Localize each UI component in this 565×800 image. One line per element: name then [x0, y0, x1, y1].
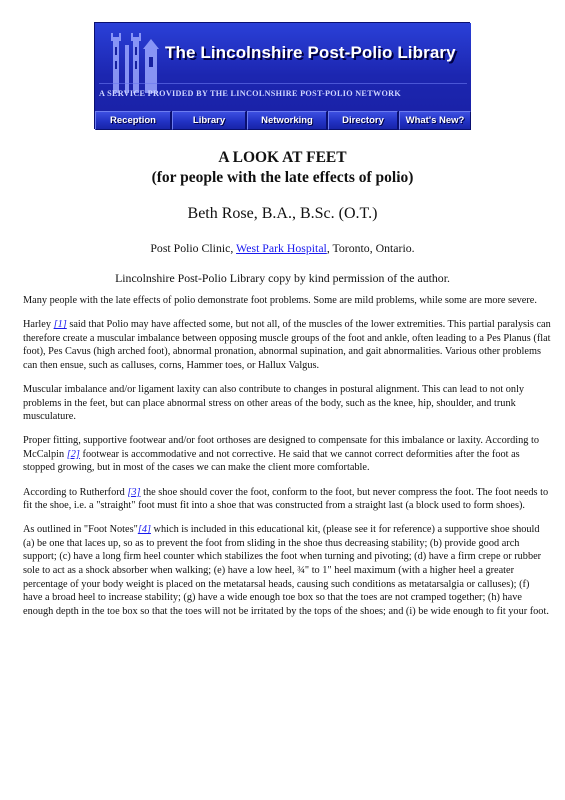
nav-library[interactable]: Library — [172, 111, 246, 130]
west-park-hospital-link[interactable]: West Park Hospital — [236, 241, 327, 255]
clinic-suffix: , Toronto, Ontario. — [326, 241, 415, 255]
article-author: Beth Rose, B.A., B.Sc. (O.T.) — [187, 205, 378, 222]
reference-3-link[interactable]: [3] — [127, 486, 141, 498]
paragraph-4-text: footwear is accommodative and not corrective. He said that we cannot correct deformities after the foot as stopped growing, but in most of the cases we can make the client more comfortable. — [23, 448, 520, 474]
banner-title: The Lincolnshire Post-Polio Library — [165, 43, 456, 62]
library-banner — [94, 22, 470, 129]
paragraph-6-text: which is included in this educational kit, (please see it for reference) a supportive shoe should (a) be one that laces up, so as to prevent the foot from sliding in the shoe thus decreasing stability; (b) provide good arch support; (c) have a long firm heel counter which stabilizes the foot when turning and pivoting; (d) have a firm crepe or rubber sole to act as a shock absorber when walking; (e) have a low heel, ¾" to 1" heel maximum (with a higher heel a greater percentage of your body weight is placed on the metatarsal heads, causing such conditions as metatarsalgia or calluses); (f) have a broad heel to increase stability; (g) have a wide enough toe box so that the toes are not cramped together; (h) have enough depth in the toe box so that the toes will not be irritated by the tops of the shoes; and (i) be wide enough to fit your foot. — [23, 524, 549, 617]
nav-reception[interactable]: Reception — [95, 111, 171, 130]
paragraph-5-text: the shoe should cover the foot, conform to the foot, but never compress the foot. The foot needs to fit the shoe, i.e. a "straight" foot must fit into a shoe that was constructed from a straight last (a block used to form shoes). — [23, 486, 549, 512]
reference-2-link[interactable]: [2] — [66, 448, 80, 460]
nav-networking[interactable]: Networking — [247, 111, 327, 130]
paragraph-6-lead: As outlined in "Foot Notes" — [23, 524, 138, 536]
paragraph-1: Many people with the late effects of polio demonstrate foot problems. Some are mild problems, while some are more severe. — [23, 295, 537, 306]
article-title: A LOOK AT FEET — [218, 149, 347, 166]
paragraph-5-lead: According to Rutherford — [23, 486, 128, 498]
clinic-prefix: Post Polio Clinic, — [150, 241, 237, 255]
paragraph-2-text: said that Polio may have affected some, but not all, of the muscles of the lower extremities. This partial paralysis can therefore create a muscular imbalance between opposing muscle groups of the foot and ankle, often leading to a Pes Planus (flat foot), Pes Cavus (high arched foot), abnormal pronation, abnormal supination, and gait abnormalities. Various other problems can then ensue, such as calluses, corns, Hammer toes, or Hallux Valgus. — [23, 319, 551, 371]
copy-notice: Lincolnshire Post-Polio Library copy by kind permission of the author. — [115, 271, 450, 285]
article-body — [23, 294, 551, 629]
paragraph-2-lead: Harley — [23, 319, 54, 331]
nav-directory[interactable]: Directory — [328, 111, 398, 130]
paragraph-2 — [23, 318, 551, 372]
nav-whats-new[interactable]: What's New? — [399, 111, 471, 130]
paragraph-4 — [23, 434, 551, 475]
reference-1-link[interactable]: [1] — [53, 319, 67, 331]
paragraph-3: Muscular imbalance and/or ligament laxity can also contribute to changes in postural alignment. This can lead to not only problems in the feet, but can place abnormal stress on other areas of the body, such as the knee, hip, shoulder, and trunk musculature. — [23, 383, 525, 423]
clinic-line — [0, 241, 565, 256]
paragraph-6 — [23, 523, 551, 618]
paragraph-4-lead: Proper fitting, supportive footwear and/or foot orthoses are designed to compensate for this imbalance or laxity. According to McCalpin — [23, 435, 540, 460]
main-nav — [95, 111, 471, 130]
paragraph-5 — [23, 486, 551, 513]
article-subtitle: (for people with the late effects of polio) — [151, 169, 414, 186]
reference-4-link[interactable]: [4] — [137, 524, 151, 536]
banner-art — [95, 23, 471, 111]
banner-subtitle: A SERVICE PROVIDED BY THE LINCOLNSHIRE POST-POLIO NETWORK — [99, 89, 401, 98]
